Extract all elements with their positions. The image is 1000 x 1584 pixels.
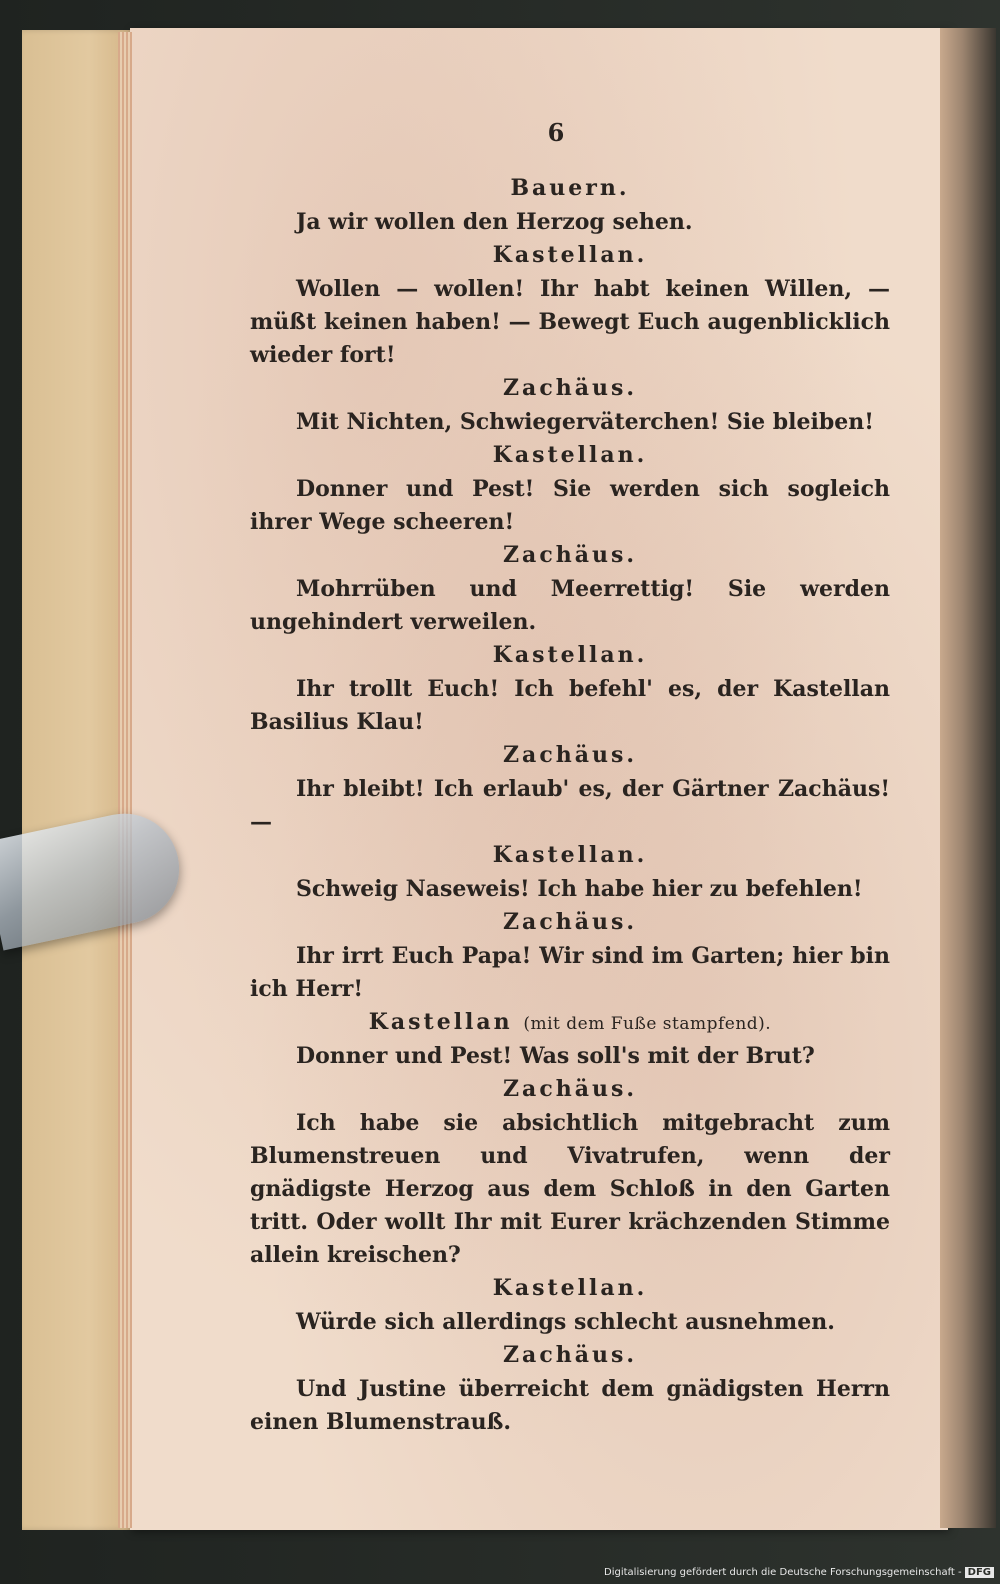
speaker-name: Zachäus.	[503, 1076, 637, 1102]
speech-line: Ich habe sie absichtlich mitgebracht zum Blumenstreuen und Vivatrufen, wenn der gnädigste Herzog aus dem Schloß in den Garten tritt. Oder wollt Ihr mit Eurer krächzenden Stimme allein kreischen?	[250, 1110, 890, 1268]
speaker-name: Bauern.	[510, 175, 630, 201]
speaker-heading	[250, 372, 890, 406]
page-gutter-shadow	[940, 28, 996, 1528]
speaker-heading	[250, 1006, 890, 1040]
speaker-name: Zachäus.	[503, 909, 637, 935]
speaker-heading	[250, 639, 890, 673]
play-text	[250, 172, 890, 1439]
speech-line: Donner und Pest! Was soll's mit der Brut?	[296, 1043, 815, 1069]
speaker-heading	[250, 839, 890, 873]
speaker-heading	[250, 739, 890, 773]
footer-text: Digitalisierung gefördert durch die Deutsche Forschungsgemeinschaft -	[604, 1567, 962, 1578]
speech-line: Mit Nichten, Schwiegerväterchen! Sie bleiben!	[296, 409, 874, 435]
stage-direction: (mit dem Fuße stampfend).	[523, 1014, 772, 1034]
speaker-heading	[250, 906, 890, 940]
speaker-heading	[250, 172, 890, 206]
speaker-name: Kastellan.	[492, 442, 648, 468]
page-number: 6	[547, 118, 565, 147]
speaker-heading	[250, 1339, 890, 1373]
speaker-name: Zachäus.	[503, 742, 637, 768]
page-edge-stack	[118, 32, 132, 1528]
speech-line: Wollen — wollen! Ihr habt keinen Willen, — müßt keinen haben! — Bewegt Euch augenblicklich wieder fort!	[250, 276, 890, 368]
dfg-logo: DFG	[965, 1567, 994, 1578]
speech-line: Schweig Naseweis! Ich habe hier zu befehlen!	[296, 876, 863, 902]
speech-line: Mohrrüben und Meerrettig! Sie werden ungehindert verweilen.	[250, 576, 890, 635]
speaker-heading	[250, 239, 890, 273]
speech-line: Donner und Pest! Sie werden sich sogleich ihrer Wege scheeren!	[250, 476, 890, 535]
speaker-heading	[250, 439, 890, 473]
speaker-name: Zachäus.	[503, 375, 637, 401]
speaker-name: Kastellan.	[492, 1275, 648, 1301]
speaker-name: Kastellan.	[492, 242, 648, 268]
speaker-name: Zachäus.	[503, 1342, 637, 1368]
speech-line: Ihr irrt Euch Papa! Wir sind im Garten; hier bin ich Herr!	[250, 943, 890, 1002]
speaker-name: Kastellan	[368, 1009, 513, 1035]
speaker-name: Kastellan.	[492, 842, 648, 868]
speech-line: Ja wir wollen den Herzog sehen.	[296, 209, 693, 235]
speech-line: Würde sich allerdings schlecht ausnehmen.	[296, 1309, 835, 1335]
speaker-name: Kastellan.	[492, 642, 648, 668]
speech-line: Ihr bleibt! Ich erlaub' es, der Gärtner Zachäus! —	[250, 776, 890, 835]
speech-line: Und Justine überreicht dem gnädigsten Herrn einen Blumenstrauß.	[250, 1376, 890, 1435]
speech-line: Ihr trollt Euch! Ich befehl' es, der Kastellan Basilius Klau!	[250, 676, 890, 735]
footer-credit	[604, 1567, 994, 1578]
speaker-heading	[250, 1073, 890, 1107]
speaker-name: Zachäus.	[503, 542, 637, 568]
speaker-heading	[250, 1272, 890, 1306]
speaker-heading	[250, 539, 890, 573]
